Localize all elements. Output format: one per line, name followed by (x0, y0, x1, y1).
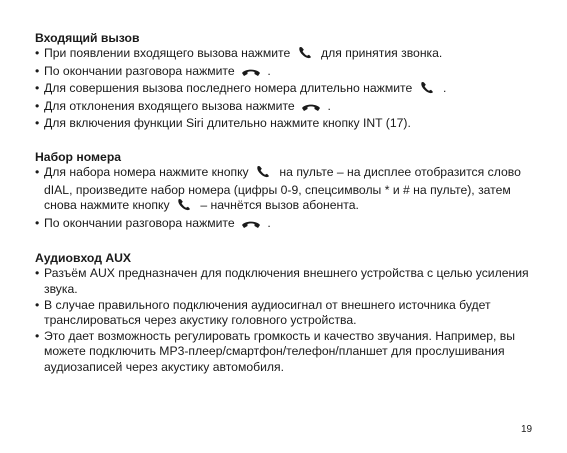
item-text: По окончании разговора нажмите (44, 63, 235, 78)
phone-answer-icon (297, 46, 315, 64)
item-text: Для совершения вызова последнего номера длительно нажмите (44, 81, 413, 96)
item-text: . (327, 98, 331, 113)
item-text: Это дает возможность регулировать громкость и качество звучания. Например, вы можете подключить MP3-плеер/смартфон/телефон/планшет для прослушивания аудиозаписей через акустику автомобиля. (44, 328, 516, 374)
list-item (35, 46, 545, 64)
item-text: По окончании разговора нажмите (44, 215, 235, 230)
page-number: 19 (521, 424, 533, 435)
list-item (35, 64, 545, 82)
item-text: Для включения функции Siri длительно нажмите кнопку INT (17). (44, 116, 411, 131)
phone-hangup-icon (241, 66, 261, 82)
phone-hangup-icon (301, 101, 321, 117)
item-text: – начнётся вызов абонента. (200, 198, 359, 213)
list-item (35, 81, 545, 99)
list-item (35, 329, 545, 376)
phone-answer-icon (176, 198, 194, 216)
phone-answer-icon (255, 165, 273, 183)
section-heading: Аудиовход AUX (35, 251, 132, 266)
item-text: Разъём AUX предназначен для подключения внешнего устройства с целью усиления звука. (44, 266, 529, 296)
item-text: В случае правильного подключения аудиосигнал от внешнего источника будет транслироваться через акустику головного устройства. (44, 297, 491, 328)
section-dialing (35, 149, 545, 233)
section-aux-input (35, 250, 545, 375)
list-item (35, 266, 545, 297)
phone-answer-icon (419, 81, 437, 99)
list-item (35, 116, 545, 132)
list-item (35, 216, 545, 234)
item-text: . (267, 63, 271, 78)
list-item (35, 298, 545, 329)
item-text: Для отклонения входящего вызова нажмите (44, 98, 295, 113)
section-heading: Входящий вызов (35, 31, 140, 45)
section-incoming-call (35, 30, 545, 132)
list-item (35, 99, 545, 117)
phone-hangup-icon (241, 218, 261, 234)
item-text: При появлении входящего вызова нажмите (44, 46, 291, 60)
manual-page (35, 30, 545, 393)
item-text: на пульте – на дисплее отобразится слово dIAL, произведите набор номера (цифры 0-9, спецсимволы * и # на пульте), затем снова нажмите кнопку (44, 164, 521, 213)
item-text: для принятия звонка. (321, 46, 443, 60)
item-text: . (443, 81, 447, 96)
item-text: Для набора номера нажмите кнопку (44, 164, 249, 179)
section-heading: Набор номера (35, 149, 122, 164)
list-item (35, 165, 545, 216)
item-text: . (267, 215, 271, 230)
